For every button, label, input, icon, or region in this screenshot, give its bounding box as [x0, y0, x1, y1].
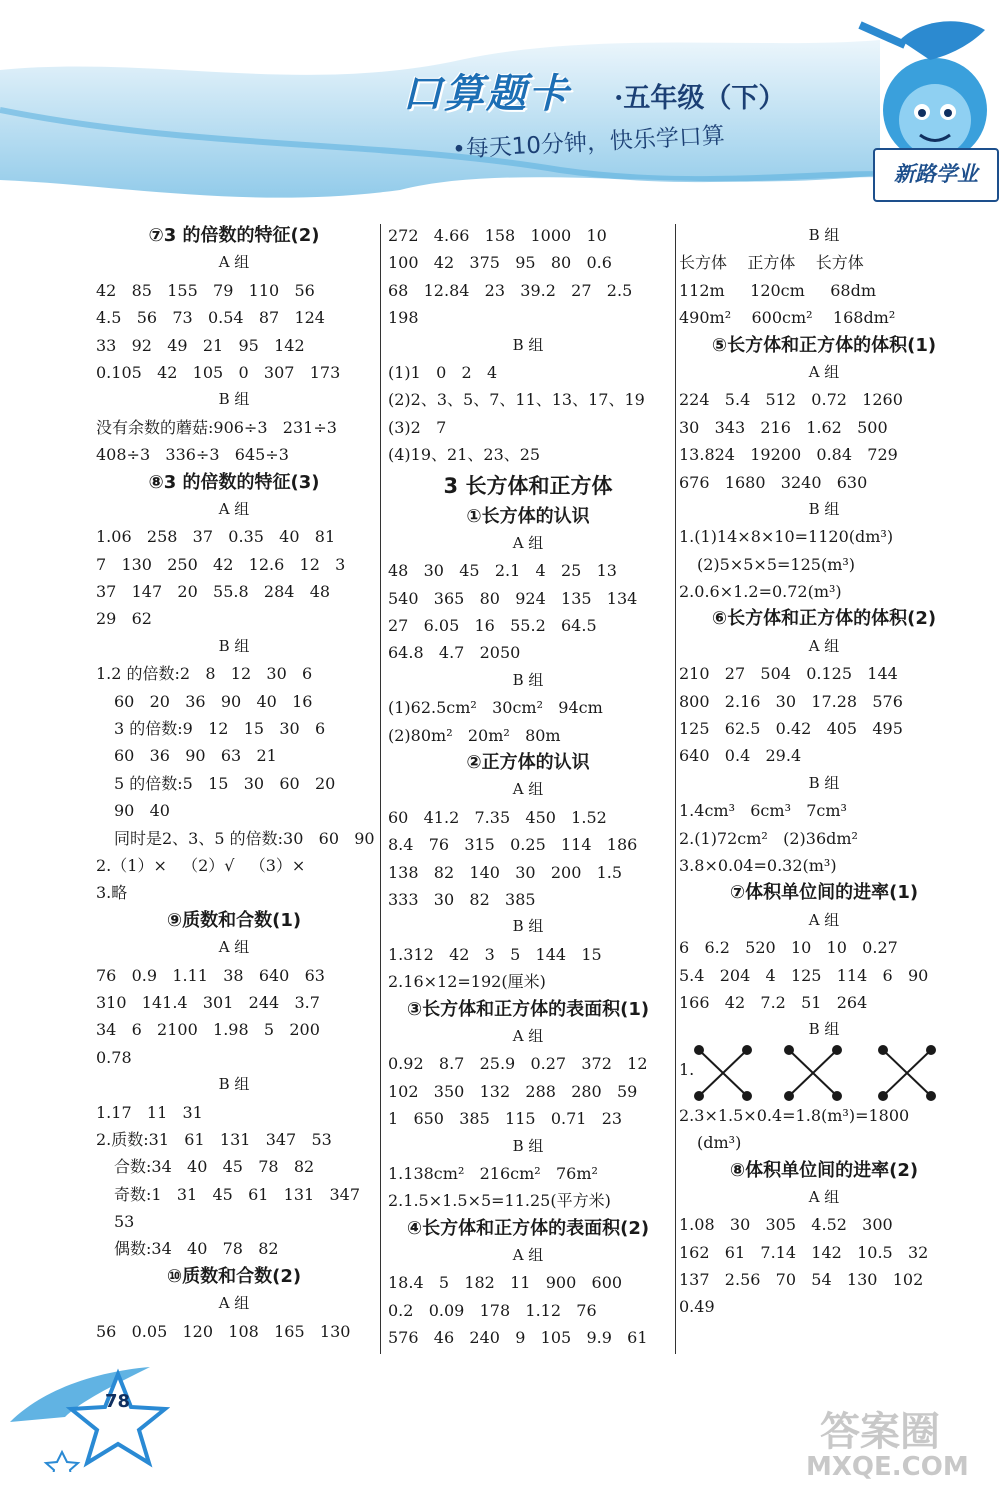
- answer-line: 68 12.84 23 39.2 27 2.5: [388, 280, 633, 300]
- answer-line: 0.49: [679, 1297, 715, 1317]
- answer-line: 166 42 7.2 51 264: [679, 992, 868, 1012]
- answer-line: 408÷3 336÷3 645÷3: [96, 445, 289, 465]
- watermark-url: MXQE.COM: [806, 1452, 969, 1482]
- answer-line: 2.16×12=192(厘米): [388, 972, 546, 992]
- answer-line: (1)62.5cm² 30cm² 94cm: [388, 698, 603, 718]
- column-divider: [380, 224, 381, 1354]
- group-label: B 组: [808, 499, 840, 518]
- answer-line: 合数:34 40 45 78 82: [114, 1157, 315, 1177]
- answer-line: 224 5.4 512 0.72 1260: [679, 390, 903, 410]
- brand-logo: 新路学业: [873, 148, 999, 202]
- answer-line: 540 365 80 924 135 134: [388, 588, 638, 608]
- answer-line: 30 343 216 1.62 500: [679, 417, 888, 437]
- answer-line: 7 130 250 42 12.6 12 3: [96, 554, 346, 574]
- answer-line: 162 61 7.14 142 10.5 32: [679, 1242, 929, 1262]
- slogan: •每天10分钟，快乐学口算: [451, 122, 726, 164]
- answer-line: 13.824 19200 0.84 729: [679, 445, 898, 465]
- answer-line: 3.8×0.04=0.32(m³): [679, 855, 837, 875]
- section-heading: ⑤长方体和正方体的体积(1): [711, 334, 937, 356]
- answer-line: 2.（1）× （2）√ （3）×: [96, 855, 306, 875]
- group-label: A 组: [512, 1026, 544, 1045]
- answer-line: 1.08 30 305 4.52 300: [679, 1215, 893, 1235]
- group-label: B 组: [218, 1075, 250, 1094]
- answer-line: 3.略: [96, 883, 128, 903]
- answer-line: 1.312 42 3 5 144 15: [388, 944, 602, 964]
- group-label: A 组: [218, 938, 250, 957]
- group-label: A 组: [218, 253, 250, 272]
- answer-line: 奇数:1 31 45 61 131 347: [114, 1184, 361, 1204]
- section-heading: ②正方体的认识: [466, 752, 590, 774]
- answer-line: 60 41.2 7.35 450 1.52: [388, 807, 607, 827]
- grade-label: ·五年级（下）: [614, 83, 786, 114]
- book-title: 口算题卡: [402, 71, 570, 117]
- group-label: B 组: [512, 1136, 544, 1155]
- section-heading: ④长方体和正方体的表面积(2): [406, 1217, 650, 1239]
- answer-line: 42 85 155 79 110 56: [96, 280, 315, 300]
- answer-line: 没有余数的蘑菇:906÷3 231÷3: [96, 417, 337, 437]
- answer-column-1: [96, 222, 375, 1345]
- group-label: A 组: [512, 1246, 544, 1265]
- answer-line: 0.78: [96, 1047, 132, 1067]
- column-divider: [675, 224, 676, 1354]
- group-label: A 组: [808, 362, 840, 381]
- group-label: B 组: [808, 773, 840, 792]
- answer-line: 5 的倍数:5 15 30 60 20: [114, 773, 336, 793]
- answer-line: (2)80m² 20m² 80m: [388, 725, 561, 745]
- section-heading: ⑧体积单位间的进率(2): [729, 1159, 919, 1181]
- page-number: 78: [105, 1391, 131, 1412]
- answer-line: 0.2 0.09 178 1.12 76: [388, 1300, 597, 1320]
- answer-line: 34 6 2100 1.98 5 200: [96, 1020, 320, 1040]
- answer-column-2: [388, 222, 668, 1352]
- answer-line: 1.06 258 37 0.35 40 81: [96, 527, 336, 547]
- answer-line: 33 92 49 21 95 142: [96, 335, 305, 355]
- answer-line: (dm³): [697, 1133, 742, 1153]
- answer-line: 长方体 正方体 长方体: [679, 253, 864, 273]
- answer-line: 48 30 45 2.1 4 25 13: [388, 561, 617, 581]
- answer-line: (4)19、21、23、25: [388, 445, 541, 465]
- answer-line: 90 40: [114, 801, 170, 821]
- answer-line: 125 62.5 0.42 405 495: [679, 719, 903, 739]
- answer-line: 272 4.66 158 1000 10: [388, 226, 607, 245]
- answer-line: 490m² 600cm² 168dm²: [679, 308, 896, 328]
- answer-line: 676 1680 3240 630: [679, 472, 868, 492]
- answer-line: 2.1.5×1.5×5=11.25(平方米): [388, 1191, 611, 1211]
- section-heading: ⑥长方体和正方体的体积(2): [711, 608, 937, 630]
- answer-line: 576 46 240 9 105 9.9 61: [388, 1328, 648, 1348]
- answer-line: 210 27 504 0.125 144: [679, 664, 898, 684]
- answer-line: (3)2 7: [388, 417, 447, 437]
- answer-line: 2.3×1.5×0.4=1.8(m³)=1800: [679, 1105, 910, 1125]
- group-label: A 组: [512, 780, 544, 799]
- section-heading: ③长方体和正方体的表面积(1): [406, 998, 650, 1020]
- answer-line: 310 141.4 301 244 3.7: [96, 992, 320, 1012]
- section-heading: ⑦3 的倍数的特征(2): [148, 225, 320, 246]
- answer-line: (2)5×5×5=125(m³): [697, 554, 856, 574]
- group-label: A 组: [512, 533, 544, 552]
- cross-lines-icon: [679, 1044, 959, 1102]
- answer-line: 1.138cm² 216cm² 76m²: [388, 1163, 598, 1183]
- answer-line: 333 30 82 385: [388, 889, 536, 909]
- answer-line: 64.8 4.7 2050: [388, 643, 521, 663]
- section-heading: ①长方体的认识: [466, 505, 590, 527]
- answer-line: 76 0.9 1.11 38 640 63: [96, 965, 325, 985]
- answer-line: 37 147 20 55.8 284 48: [96, 582, 331, 602]
- group-label: B 组: [512, 917, 544, 936]
- answer-line: 53: [114, 1212, 135, 1232]
- answer-line: 56 0.05 120 108 165 130: [96, 1321, 351, 1341]
- answer-line: 800 2.16 30 17.28 576: [679, 691, 903, 711]
- answer-line: 112m 120cm 68dm: [679, 280, 877, 300]
- matching-answer: [679, 1044, 969, 1102]
- answer-line: (1)1 0 2 4: [388, 362, 498, 382]
- answer-line: 137 2.56 70 54 130 102: [679, 1270, 924, 1290]
- group-label: B 组: [218, 390, 250, 409]
- section-heading: ⑨质数和合数(1): [166, 909, 302, 931]
- answer-line: 1 650 385 115 0.71 23: [388, 1109, 623, 1129]
- section-heading: ⑦体积单位间的进率(1): [729, 882, 919, 904]
- answer-column-3: [679, 222, 969, 1321]
- group-label: B 组: [218, 636, 250, 655]
- answer-line: 3 的倍数:9 12 15 30 6: [114, 719, 326, 739]
- group-label: A 组: [808, 636, 840, 655]
- answer-line: 1.(1)14×8×10=1120(dm³): [679, 527, 894, 547]
- answer-line: 1.2 的倍数:2 8 12 30 6: [96, 664, 313, 684]
- answer-line: 2.(1)72cm² (2)36dm²: [679, 828, 858, 848]
- answer-line: 100 42 375 95 80 0.6: [388, 253, 612, 273]
- watermark-logo: 答案圈: [820, 1409, 940, 1455]
- answer-line: 60 36 90 63 21: [114, 746, 277, 766]
- group-label: B 组: [808, 226, 840, 244]
- answer-line: 640 0.4 29.4: [679, 746, 802, 766]
- group-label: B 组: [512, 335, 544, 354]
- answer-line: 18.4 5 182 11 900 600: [388, 1273, 623, 1293]
- answer-line: 5.4 204 4 125 114 6 90: [679, 965, 929, 985]
- answer-line: 4.5 56 73 0.54 87 124: [96, 308, 325, 328]
- group-label: A 组: [808, 910, 840, 929]
- answer-line: 138 82 140 30 200 1.5: [388, 862, 623, 882]
- answer-line: 6 6.2 520 10 10 0.27: [679, 938, 898, 958]
- answer-line: 1.4cm³ 6cm³ 7cm³: [679, 801, 847, 821]
- star-icon: [0, 1362, 170, 1472]
- answer-line: 27 6.05 16 55.2 64.5: [388, 616, 597, 636]
- page-header: [0, 0, 1000, 205]
- group-label: A 组: [218, 499, 250, 518]
- group-label: B 组: [808, 1020, 840, 1039]
- answer-line: 0.105 42 105 0 307 173: [96, 362, 341, 382]
- answer-line: (2)2、3、5、7、11、13、17、19: [388, 390, 645, 410]
- answer-line: 0.92 8.7 25.9 0.27 372 12: [388, 1054, 648, 1074]
- answer-line: 198: [388, 308, 419, 328]
- matching-label: 1.: [679, 1059, 695, 1079]
- answer-line: 8.4 76 315 0.25 114 186: [388, 835, 638, 855]
- answer-line: 1.17 11 31: [96, 1102, 203, 1122]
- group-label: B 组: [512, 670, 544, 689]
- answer-line: 102 350 132 288 280 59: [388, 1081, 638, 1101]
- answer-line: 2.0.6×1.2=0.72(m³): [679, 582, 842, 602]
- answer-line: 2.质数:31 61 131 347 53: [96, 1129, 332, 1149]
- chapter-heading: 3 长方体和正方体: [443, 473, 613, 498]
- group-label: A 组: [808, 1187, 840, 1206]
- answer-line: 同时是2、3、5 的倍数:30 60 90: [114, 828, 375, 848]
- answer-line: 29 62: [96, 609, 152, 629]
- section-heading: ⑩质数和合数(2): [166, 1265, 302, 1287]
- section-heading: ⑧3 的倍数的特征(3): [148, 471, 320, 493]
- answer-line: 60 20 36 90 40 16: [114, 691, 313, 711]
- answer-line: 偶数:34 40 78 82: [114, 1239, 279, 1259]
- group-label: A 组: [218, 1294, 250, 1313]
